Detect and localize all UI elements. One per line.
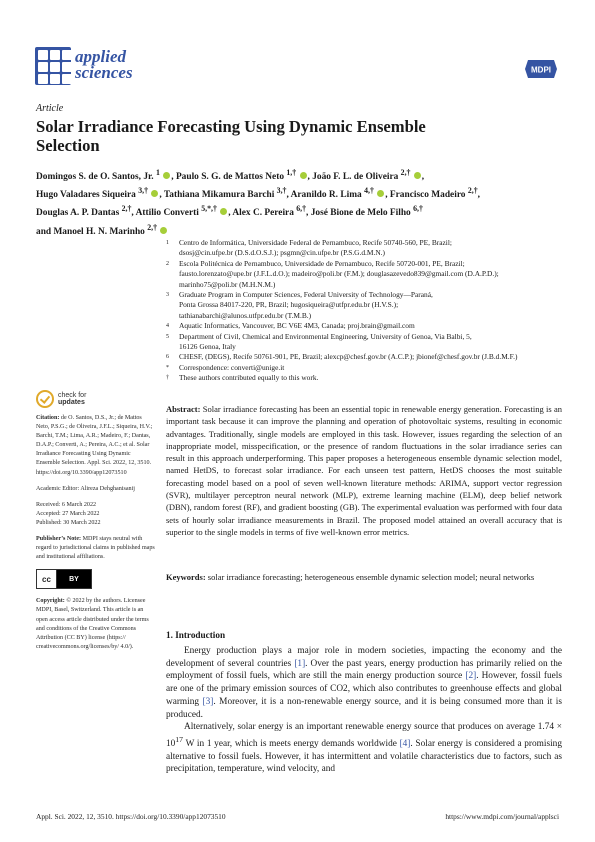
check-updates-line2: updates — [58, 399, 85, 406]
citation-link[interactable]: [1] — [294, 658, 306, 669]
affiliation-number: † — [166, 375, 169, 382]
check-for-updates-button[interactable] — [36, 390, 156, 408]
affiliation-text — [179, 290, 562, 321]
affiliation-line: Ponta Grossa 84017-220, PR, Brazil; hugosiqueira@utfpr.edu.br (H.V.S.); — [179, 300, 399, 310]
orcid-icon[interactable] — [220, 208, 227, 215]
publisher-note — [36, 535, 156, 562]
affiliation-line: Centro de Informática, Universidade Federal de Pernambuco, Recife 50740-560, PE, Brazil; — [179, 238, 452, 247]
affiliation-line: Aquatic Informatics, Vancouver, BC V6E 4M3, Canada; proj.brain@gmail.com — [179, 321, 415, 331]
author-name: Paulo S. G. de Mattos Neto — [175, 172, 285, 183]
author-name: Domingos S. de O. Santos, Jr. — [36, 172, 154, 183]
affiliation-item — [166, 363, 562, 373]
journal-name — [75, 49, 133, 81]
affiliation-text — [179, 238, 562, 259]
article-type: Article — [36, 103, 64, 114]
author-name: João F. L. de Oliveira — [312, 172, 399, 183]
author-name: Francisco Madeiro — [389, 190, 466, 201]
journal-logo-icon — [35, 47, 71, 85]
author-affiliation-marker: 1 — [156, 168, 160, 177]
affiliation-text — [179, 373, 562, 383]
abstract-label: Abstract: — [166, 404, 201, 414]
author — [290, 186, 390, 201]
affiliation-text — [179, 332, 562, 353]
publisher-logo[interactable] — [524, 58, 558, 80]
author-affiliation-marker: 3,† — [138, 186, 148, 196]
attribution-icon: BY — [57, 570, 91, 588]
received-date: Received: 6 March 2022 — [36, 501, 97, 508]
author-name: Hugo Valadares Siqueira — [36, 190, 136, 201]
author — [36, 186, 164, 201]
author-separator: , — [171, 172, 176, 183]
journal-name-line1: applied — [75, 47, 126, 66]
affiliation-text — [179, 321, 562, 331]
author-affiliation-marker: 1,† — [286, 168, 297, 177]
keywords — [166, 571, 562, 583]
paragraph-text: Energy production plays a major role in modern societies, impacting the economy and the development of several countries — [166, 646, 562, 669]
paragraph-text: W in 1 year, which is meets energy demands worldwide — [183, 739, 400, 750]
affiliation-number: 5 — [166, 333, 169, 340]
mdpi-logo-icon — [524, 58, 558, 80]
affiliation-number: 3 — [166, 292, 169, 299]
author-separator: , — [286, 190, 291, 201]
author-separator: , — [477, 190, 480, 201]
cc-by-license-badge[interactable] — [36, 569, 92, 589]
abstract-text: Solar irradiance forecasting has been an essential topic in renewable energy generation. Forecasting is an important task because it can improve the planning and operation of photovoltaic systems, resulting in economic advantages. Traditionally, single models are employed in this task. However, issues regarding the selection of an inappropriate model, misspecification, or the presence of random fluctuations in the solar irradiance series can result in this approach underperforming. This paper proposes a heterogeneous ensemble dynamic selection model, named HetDS, to forecast solar irradiance. For each unseen test pattern, HetDS chooses the most suitable forecasting model based on a pool of seven well-known literature methods: ARIMA, support vector regression (SVR), multilayer perceptron neural network (MLP), extreme learning machine (ELM), deep belief network (DBN), random forest (RF), and gradient boosting (GB). The experimental evaluation was performed with four data sets of hourly solar irradiance measurements in Brazil. The proposed model attained an overall accuracy that is superior to the single models in terms of five well-known error metrics. — [166, 404, 562, 537]
check-updates-line1: check for — [58, 392, 87, 399]
orcid-icon[interactable] — [377, 190, 384, 197]
author-name: and Manoel H. N. Marinho — [36, 226, 145, 237]
paragraph-text: . Solar energy is considered a promising alternative to fossil fuels. However, it has intermittent and volatile characteristics due to factors, such as precipitation, temperature, wind velocity, and — [166, 739, 562, 775]
author-separator: , — [159, 190, 164, 201]
affiliation-line: Graduate Program in Computer Sciences, Federal University of Technology—Paraná, — [179, 290, 433, 300]
citation-link[interactable]: [4] — [399, 739, 411, 750]
citation-link[interactable]: [2] — [465, 671, 477, 682]
paragraph-text: . However, fossil fuels are one of the primary emission sources of CO2, which also contributes to greenhouse effects and global warming — [166, 671, 562, 707]
affiliation-text — [179, 352, 562, 362]
affiliation-item — [166, 352, 562, 362]
author-affiliation-marker: 3,† — [276, 186, 287, 196]
copyright-text: © 2022 by the authors. Licensee MDPI, Basel, Switzerland. This article is an open access article distributed under the terms and conditions of the Creative Commons Attribution (CC BY) license (https:// creativecommons.org/licenses/by/ 4.0/). — [36, 598, 149, 650]
author-separator: , — [385, 190, 390, 201]
keywords-label: Keywords: — [166, 572, 206, 582]
citation-link[interactable]: [3] — [202, 696, 214, 707]
author-affiliation-marker: 2,† — [121, 204, 132, 214]
paragraph-text: . Over the past years, energy production has primarily relied on the employment of fossil fuels, which are still the main energy production source — [166, 658, 562, 682]
checkmark-icon — [36, 390, 54, 408]
section-heading-introduction: 1. Introduction — [166, 630, 226, 640]
exponent: 17 — [175, 734, 184, 744]
author-list — [36, 166, 566, 239]
author — [36, 168, 176, 183]
published-date: Published: 30 March 2022 — [36, 519, 101, 526]
footer-citation[interactable]: Appl. Sci. 2022, 12, 3510. https://doi.org/10.3390/app12073510 — [36, 812, 226, 821]
affiliation-number: 2 — [166, 260, 169, 267]
citation-block — [36, 414, 156, 478]
paragraph — [166, 721, 562, 776]
affiliation-number: 4 — [166, 323, 169, 330]
author — [163, 186, 291, 201]
author-separator: , — [228, 208, 233, 219]
orcid-icon[interactable] — [414, 172, 421, 179]
affiliation-line: Department of Civil, Chemical and Environmental Engineering, University of Genoa, Via Balbi, 5, — [179, 331, 472, 341]
orcid-icon[interactable] — [163, 172, 170, 179]
keywords-text: solar irradiance forecasting; heterogeneous ensemble dynamic selection model; neural networks — [207, 572, 535, 582]
affiliation-text — [179, 259, 562, 290]
affiliation-line: dsosj@cin.ufpe.br (D.S.d.O.S.J.); psgmn@cin.ufpe.br (P.S.G.d.M.N.) — [179, 248, 385, 258]
author — [175, 168, 313, 183]
abstract — [166, 403, 562, 538]
citation-label: Citation: — [36, 415, 60, 421]
affiliation-text — [179, 363, 562, 373]
affiliation-item — [166, 259, 562, 290]
author-affiliation-marker: 2,† — [467, 186, 478, 196]
affiliation-line: CHESF, (DEGS), Recife 50761-901, PE, Brazil; alexcp@chesf.gov.br (A.C.P.); jbionef@chesf.gov.br (J.B.d.M.F.) — [179, 352, 518, 362]
introduction-body — [166, 645, 562, 776]
copyright-block — [36, 597, 156, 652]
copyright-label: Copyright: — [36, 598, 65, 605]
affiliation-item — [166, 332, 562, 353]
creative-commons-icon: cc — [37, 570, 57, 588]
affiliation-number: * — [166, 364, 169, 371]
orcid-icon[interactable] — [300, 172, 307, 179]
orcid-icon[interactable] — [160, 227, 167, 234]
academic-editor: Academic Editor: Alireza Dehghanisanij — [36, 485, 135, 492]
article-info-sidebar — [36, 390, 156, 659]
journal-logo[interactable] — [35, 47, 133, 85]
author-affiliation-marker: 6,† — [413, 204, 423, 214]
affiliation-item — [166, 290, 562, 321]
author-separator: , — [307, 172, 313, 183]
affiliation-number: 1 — [166, 240, 169, 246]
author-name: Alex C. Pereira — [232, 208, 294, 219]
publisher-name: MDPI — [531, 65, 551, 75]
affiliation-line: fausto.lorenzato@upe.br (J.F.L.d.O.); madeiro@poli.br (F.M.); douglasazevedo839@gmail.com (D.A.P.D.); — [179, 269, 499, 279]
author — [135, 204, 233, 219]
author — [389, 186, 480, 201]
affiliation-line: 16126 Genoa, Italy — [179, 342, 236, 352]
author-affiliation-marker: 2,† — [147, 222, 158, 232]
author-name: Aranildo R. Lima — [290, 190, 362, 201]
publisher-note-text: MDPI stays neutral with regard to jurisdictional claims in published maps and institutional affiliations. — [36, 536, 155, 561]
author — [312, 168, 425, 183]
author-name: José Bione de Melo Filho — [310, 208, 411, 219]
paragraph-text: . Moreover, it is a non-renewable energy source, and it is being consumed more than it is produced. — [166, 696, 562, 720]
author-name: Tathiana Mikamura Barchi — [163, 190, 275, 201]
dates-block — [36, 501, 156, 528]
accepted-date: Accepted: 27 March 2022 — [36, 510, 100, 517]
paragraph-text: Alternatively, solar energy is an important renewable energy source that produces on average 1.74 × 10 — [166, 722, 562, 750]
affiliation-list — [166, 238, 562, 384]
author-affiliation-marker: 5,*,† — [201, 204, 217, 214]
author — [232, 204, 311, 219]
author — [36, 222, 168, 237]
affiliation-number: 6 — [166, 354, 169, 361]
author-name: Attilio Converti — [135, 208, 199, 219]
author-affiliation-marker: 6,† — [296, 204, 307, 214]
author-separator: , — [131, 208, 136, 219]
citation-text: de O. Santos, D.S., Jr.; de Mattos Neto, P.S.G.; de Oliveira, J.F.L.; Siqueira, H.V.; Barchi, T.M.; Lima, A.R.; Madeiro, F.; Dantas, D.A.P.; Converti, A.; Pereira, A.C.; et al. Solar Irradiance Forecasting Using Dynamic Ensemble Selection. Appl. Sci. 2022, 12, 3510. https://doi.org/10.3390/app12073510 — [36, 415, 153, 476]
author — [36, 204, 136, 219]
publisher-note-label: Publisher’s Note: — [36, 536, 82, 543]
affiliation-item — [166, 238, 562, 259]
affiliation-line: Escola Politécnica de Pernambuco, Universidade de Pernambuco, Recife 50720-001, PE, Brazil; — [179, 258, 465, 268]
journal-name-line2: sciences — [75, 63, 133, 82]
author-separator: , — [306, 208, 311, 219]
author-name: Douglas A. P. Dantas — [36, 208, 120, 219]
author-affiliation-marker: 2,† — [400, 168, 411, 177]
author — [310, 204, 423, 219]
affiliation-item — [166, 373, 562, 383]
affiliation-line: These authors contributed equally to this work. — [179, 373, 319, 383]
article-title: Solar Irradiance Forecasting Using Dynamic Ensemble Selection — [36, 117, 426, 155]
author-separator: , — [421, 172, 425, 183]
footer-journal-url[interactable]: https://www.mdpi.com/journal/applsci — [445, 812, 559, 821]
affiliation-line: Correspondence: converti@unige.it — [179, 362, 285, 372]
affiliation-item — [166, 321, 562, 331]
paragraph — [166, 645, 562, 721]
affiliation-line: tathianabarchi@alunos.utfpr.edu.br (T.M.B.) — [179, 310, 312, 320]
orcid-icon[interactable] — [151, 190, 158, 197]
author-affiliation-marker: 4,† — [364, 186, 374, 196]
affiliation-line: marinho75@poli.br (M.H.N.M.) — [179, 279, 276, 289]
